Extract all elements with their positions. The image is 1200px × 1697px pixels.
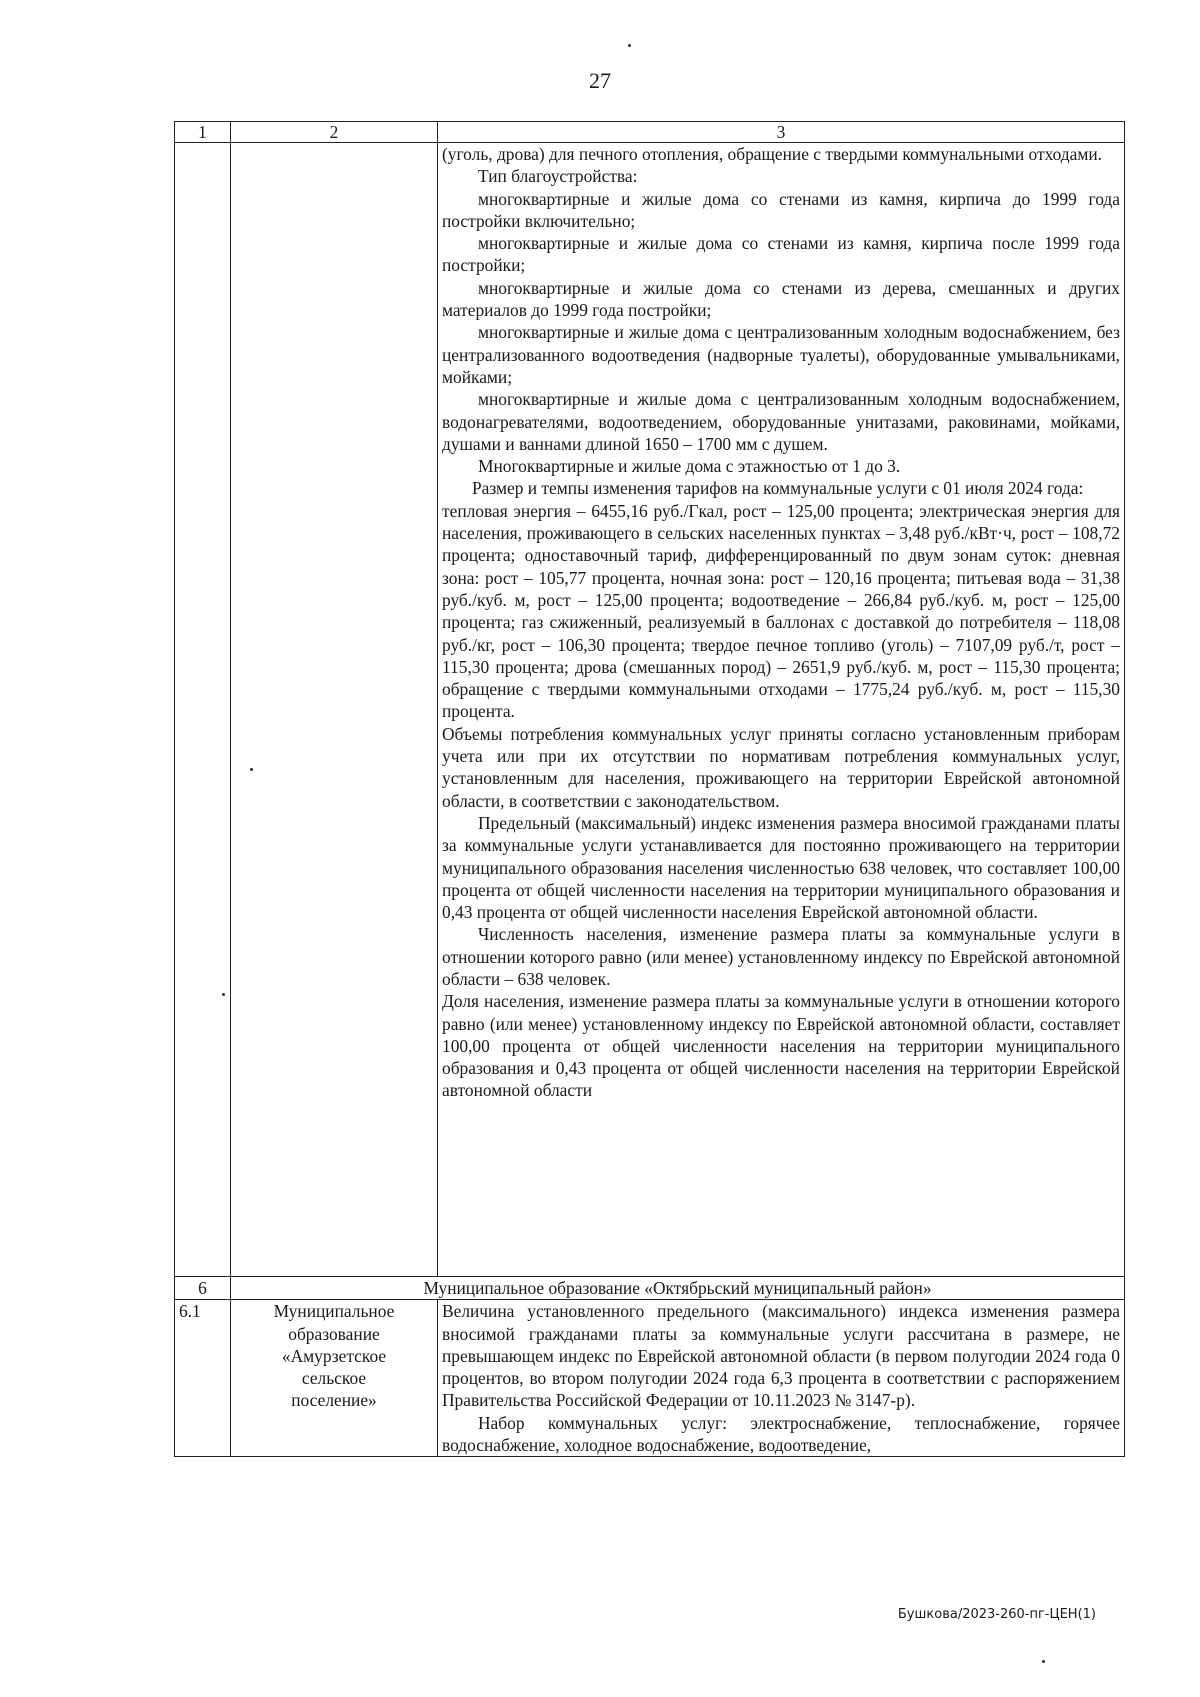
paragraph-housing-type-4: многоквартирные и жилые дома с централизованным холодным водоснабжением, без централизованного водоотведения (надворные туалеты), оборудованные умывальниками, мойками; — [442, 322, 1120, 387]
paragraph-housing-type-3: многоквартирные и жилые дома со стенами из дерева, смешанных и других материалов до 1999 года постройки; — [442, 277, 1120, 321]
scan-speck — [1042, 1660, 1045, 1663]
cell-description-continuation — [438, 143, 1125, 1277]
paragraph-max-index: Предельный (максимальный) индекс изменения размера вносимой гражданами платы за коммунальные услуги устанавливается для постоянно проживающего на территории муниципального образования населения численностью 638 человек, что составляет 100,00 процента от общей численности населения на территории муниципального образования и 0,43 процента от общей численности населения Еврейской автономной области. — [442, 812, 1120, 923]
cell-description-6-1 — [438, 1300, 1125, 1457]
scan-speck — [250, 768, 253, 771]
municipality-name-line: поселение» — [291, 1390, 377, 1411]
scan-speck — [628, 44, 631, 47]
tariff-table — [174, 121, 1125, 1457]
paragraph-population: Численность населения, изменение размера платы за коммунальные услуги в отношении которого равно (или менее) установленному индексу по Еврейской автономной области – 638 человек. — [442, 924, 1120, 989]
paragraph-housing-type-5: многоквартирные и жилые дома с централизованным холодным водоснабжением, водонагревателями, водоотведением, оборудованные унитазами, раковинами, мойками, душами и ваннами длиной 1650 – 1700 мм с душем. — [442, 389, 1120, 454]
paragraph-tariff-heading: Размер и темпы изменения тарифов на коммунальные услуги с 01 июля 2024 года: — [472, 478, 1084, 499]
paragraph-population-share: Доля населения, изменение размера платы за коммунальные услуги в отношении которого равно (или менее) установленному индексу по Еврейской автономной области, составляет 100,00 процента от общей численности населения на территории муниципального образования и 0,43 процента от общей численности населения на территории Еврейской автономной области — [442, 991, 1120, 1101]
municipality-name — [231, 1300, 438, 1457]
paragraph-housing-type-2: многоквартирные и жилые дома со стенами из камня, кирпича после 1999 года постройки; — [442, 233, 1120, 276]
document-stamp: Бушкова/2023-260-пг-ЦЕН(1) — [897, 1607, 1096, 1622]
header-col-1: 1 — [175, 122, 231, 143]
municipality-name-line: образование — [288, 1323, 380, 1344]
paragraph-services-set: Набор коммунальных услуг: электроснабжение, теплоснабжение, горячее водоснабжение, холодное водоснабжение, водоотведение, — [442, 1412, 1120, 1456]
header-col-2: 2 — [231, 122, 438, 143]
page-number: 27 — [589, 68, 611, 93]
paragraph-housing-type-1: многоквартирные и жилые дома со стенами из камня, кирпича до 1999 года постройки включительно; — [442, 188, 1120, 231]
row-number: 6.1 — [175, 1300, 231, 1457]
municipality-name-line: Муниципальное — [273, 1301, 395, 1322]
header-col-3: 3 — [438, 122, 1125, 143]
table-header-row — [175, 122, 1125, 143]
table-row-section-6 — [175, 1277, 1125, 1300]
section-number: 6 — [175, 1277, 231, 1300]
table-row-continuation — [175, 143, 1125, 1277]
paragraph-volumes: Объемы потребления коммунальных услуг приняты согласно установленным приборам учета или при их отсутствии по нормативам потребления коммунальных услуг, установленным для населения, проживающего на территории Еврейской автономной области, в соответствии с законодательством. — [442, 723, 1120, 811]
paragraph-fuel: (уголь, дрова) для печного отопления, обращение с твердыми коммунальными отходами. — [442, 144, 1103, 164]
paragraph-floors: Многоквартирные и жилые дома с этажностью от 1 до 3. — [478, 456, 901, 477]
paragraph-tariffs: тепловая энергия – 6455,16 руб./Гкал, рост – 125,00 процента; электрическая энергия для населения, проживающего в сельских населенных пунктах – 3,48 руб./кВт·ч, рост – 108,72 процента; одноставочный тариф, дифференцированный по двум зонам суток: дневная зона: рост – 105,77 процента, ночная зона: рост – 120,16 процента; питьевая вода – 31,38 руб./куб. м, рост – 125,00 процента; водоотведение – 266,84 руб./куб. м, рост – 125,00 процента; газ сжиженный, реализуемый в баллонах с доставкой до потребителя – 118,08 руб./кг, рост – 106,30 процента; твердое печное топливо (уголь) – 7107,09 руб./т, рост – 115,30 процента; дрова (смешанных пород) – 2651,9 руб./куб. м, рост – 115,30 процента; обращение с твердыми коммунальными отходами – 1775,24 руб./куб. м, рост – 115,30 процента. — [442, 500, 1120, 722]
paragraph-type-heading: Тип благоустройства: — [478, 166, 638, 187]
paragraph-index-value: Величина установленного предельного (максимального) индекса изменения размера вносимой гражданами платы за коммунальные услуги рассчитана в размере, не превышающем индекс по Еврейской автономной области (в первом полугодии 2024 года 0 процентов, во втором полугодии 2024 года 6,3 процента в соответствии с распоряжением Правительства Российской Федерации от 10.11.2023 № 3147-р). — [442, 1301, 1120, 1411]
municipality-name-line: сельское — [301, 1368, 367, 1389]
cell-name-empty — [231, 143, 438, 1277]
table-row-6-1 — [175, 1300, 1125, 1457]
cell-number-empty — [175, 143, 231, 1277]
municipality-name-line: «Амурзетское — [281, 1345, 387, 1366]
scan-speck — [222, 993, 225, 996]
section-title: Муниципальное образование «Октябрьский муниципальный район» — [231, 1277, 1125, 1300]
